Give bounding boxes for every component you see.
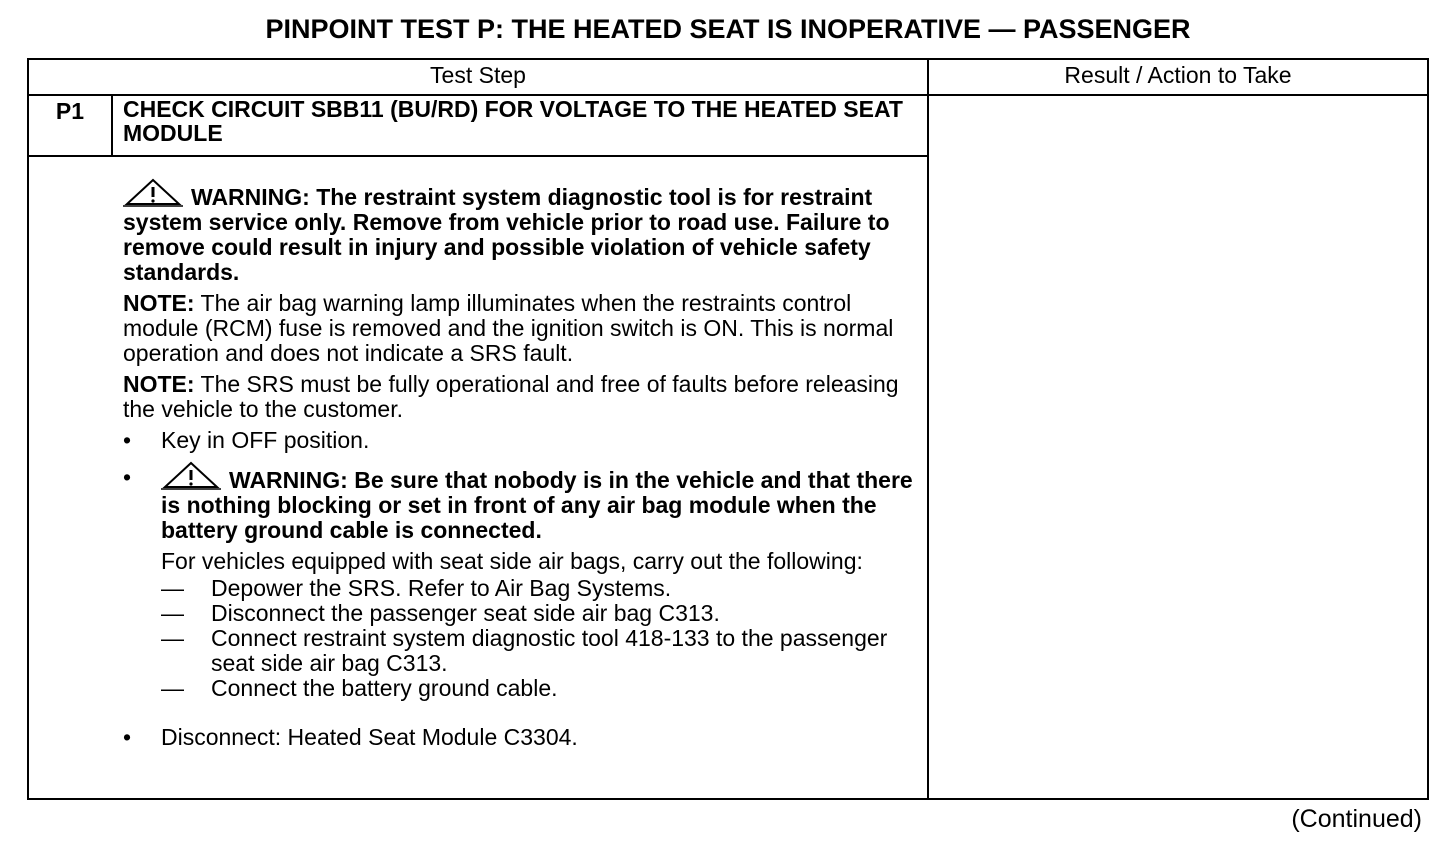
dash-glyph: — <box>161 600 184 626</box>
dash-item-text: Connect the battery ground cable. <box>211 675 558 701</box>
bullet-glyph: • <box>123 427 132 453</box>
continued-label: (Continued) <box>1291 805 1422 833</box>
pinpoint-test-table <box>27 58 1429 800</box>
step-title: CHECK CIRCUIT SBB11 (BU/RD) FOR VOLTAGE TO THE HEATED SEAT MODULE <box>123 96 903 146</box>
dash-item <box>161 626 923 676</box>
list-item <box>123 461 923 701</box>
column-divider <box>927 60 929 800</box>
step-id: P1 <box>55 98 85 124</box>
note-2 <box>123 372 923 422</box>
header-test-step: Test Step <box>430 62 526 88</box>
warning-block-2 <box>161 461 923 543</box>
note-1-text: The air bag warning lamp illuminates when the restraints control module (RCM) fuse is removed and the ignition switch is ON. This is normal operation and does not indicate a SRS fault. <box>123 290 894 366</box>
note-1-label: NOTE: <box>123 290 195 316</box>
dash-glyph: — <box>161 675 184 701</box>
dash-item-text: Connect restraint system diagnostic tool 418-133 to the passenger seat side air bag C313. <box>211 625 888 676</box>
warning-triangle-icon <box>123 178 183 208</box>
note-2-label: NOTE: <box>123 371 195 397</box>
bullet-glyph: • <box>123 724 132 750</box>
dash-item-text: Depower the SRS. Refer to Air Bag Systems. <box>211 575 672 601</box>
warning-2-text: WARNING: Be sure that nobody is in the vehicle and that there is nothing blocking or set in front of any air bag module when the battery ground cable is connected. <box>161 467 913 543</box>
list-item <box>123 428 923 453</box>
bullet-1-text: Key in OFF position. <box>161 427 370 453</box>
warning-triangle-icon <box>161 461 221 491</box>
note-1 <box>123 291 923 366</box>
seat-side-intro: For vehicles equipped with seat side air bags, carry out the following: <box>161 548 863 574</box>
bullet-glyph: • <box>123 464 132 490</box>
dash-item-text: Disconnect the passenger seat side air bag C313. <box>211 600 720 626</box>
header-result-action: Result / Action to Take <box>1064 62 1292 88</box>
note-2-text: The SRS must be fully operational and free of faults before releasing the vehicle to the customer. <box>123 371 899 422</box>
dash-glyph: — <box>161 575 184 601</box>
list-item <box>123 725 923 750</box>
dash-item <box>161 676 923 701</box>
result-cell <box>939 104 1409 784</box>
warning-1-text: WARNING: The restraint system diagnostic tool is for restraint system service only. Remove from vehicle prior to road use. Failure to remove could result in injury and possible violation of vehicle safety standards. <box>123 184 890 285</box>
bullet-3-text: Disconnect: Heated Seat Module C3304. <box>161 724 578 750</box>
step-body <box>123 178 923 750</box>
warning-block-1 <box>123 178 923 285</box>
page-title: PINPOINT TEST P: THE HEATED SEAT IS INOPERATIVE — PASSENGER <box>265 14 1191 44</box>
dash-glyph: — <box>161 625 184 651</box>
step-title-divider <box>29 155 927 157</box>
step-id-divider <box>111 94 113 156</box>
dash-item <box>161 601 923 626</box>
dash-item <box>161 576 923 601</box>
